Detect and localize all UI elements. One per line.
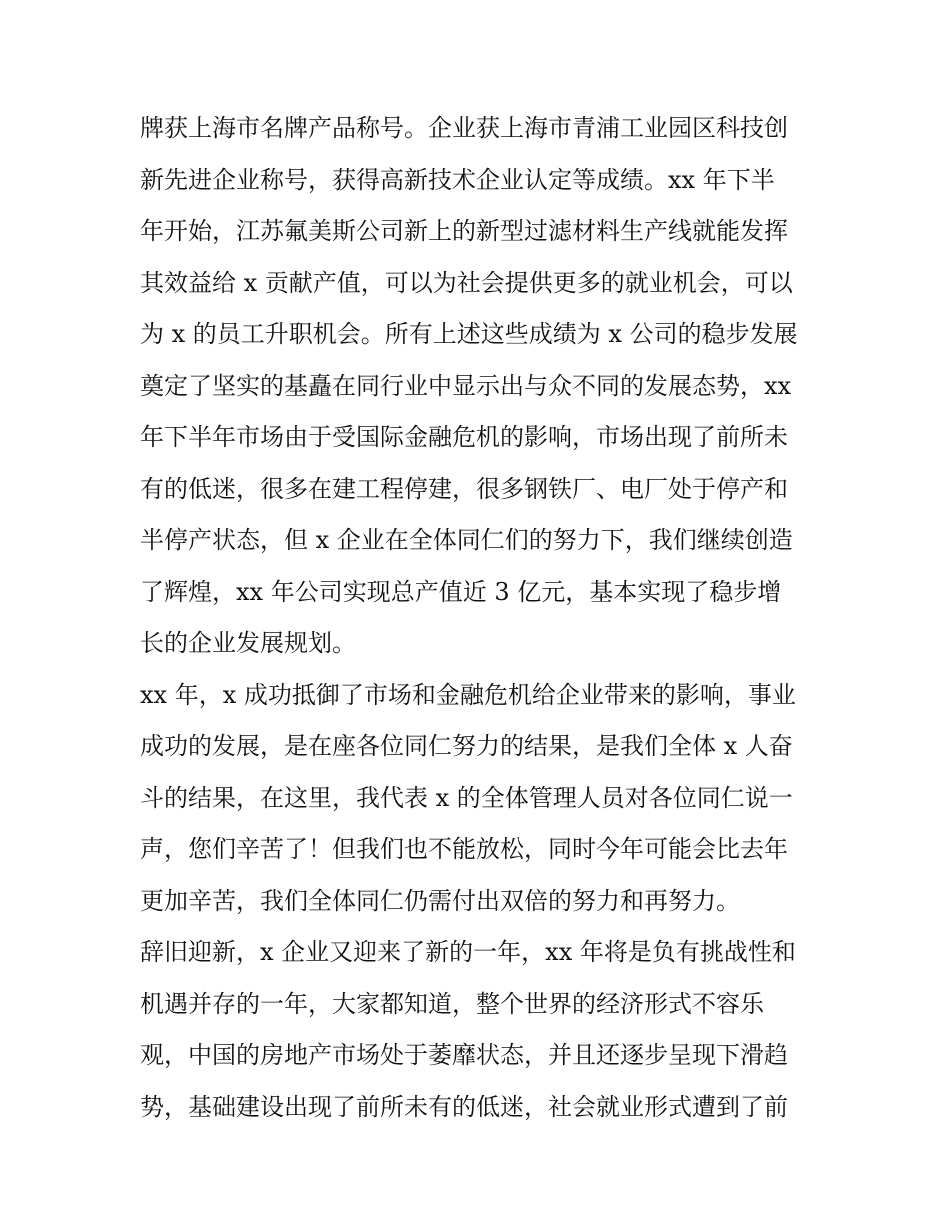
text-line: 年下半年市场由于受国际金融危机的影响，市场出现了前所未 (140, 423, 788, 451)
text-line: 势，基础建设出现了前所未有的低迷，社会就业形式遭到了前 (140, 1092, 788, 1121)
text-line: 有的低迷，很多在建工程停建，很多钢铁厂、电厂处于停产和 (140, 474, 788, 503)
text-line: 机遇并存的一年，大家都知道，整个世界的经济形式不容乐 (140, 989, 764, 1018)
text-line: 了辉煌，xx 年公司实现总产值近 3 亿元，基本实现了稳步增 (140, 577, 782, 606)
text-line: 牌获上海市名牌产品称号。企业获上海市青浦工业园区科技创 (140, 114, 788, 142)
text-line: 年开始，江苏氟美斯公司新上的新型过滤材料生产线就能发挥 (140, 217, 788, 245)
text-line: 斗的结果，在这里，我代表 x 的全体管理人员对各位同仁说一 (140, 783, 793, 812)
document-body (140, 103, 830, 1133)
text-line: 半停产状态，但 x 企业在全体同仁们的努力下，我们继续创造 (140, 526, 793, 554)
text-line: 声，您们辛苦了！但我们也不能放松，同时今年可能会比去年 (140, 835, 788, 863)
text-line: 奠定了坚实的基矗在同行业中显示出与众不同的发展态势，xx (140, 371, 792, 400)
text-line: 成功的发展，是在座各位同仁努力的结果，是我们全体 x 人奋 (140, 732, 793, 760)
text-line: 新先进企业称号，获得高新技术企业认定等成绩。xx 年下半 (140, 165, 775, 194)
text-line: 辞旧迎新，x 企业又迎来了新的一年，xx 年将是负有挑战性和 (140, 938, 796, 966)
text-line: 长的企业发展规划。 (140, 629, 356, 657)
text-line: 观，中国的房地产市场处于萎靡状态，并且还逐步呈现下滑趋 (140, 1041, 788, 1069)
text-line: 为 x 的员工升职机会。所有上述这些成绩为 x 公司的稳步发展 (140, 320, 798, 348)
text-line: 其效益给 x 贡献产值，可以为社会提供更多的就业机会，可以 (140, 268, 793, 297)
text-line: 更加辛苦，我们全体同仁仍需付出双倍的努力和再努力。 (140, 886, 740, 915)
text-line: xx 年，x 成功抵御了市场和金融危机给企业带来的影响，事业 (140, 680, 796, 709)
